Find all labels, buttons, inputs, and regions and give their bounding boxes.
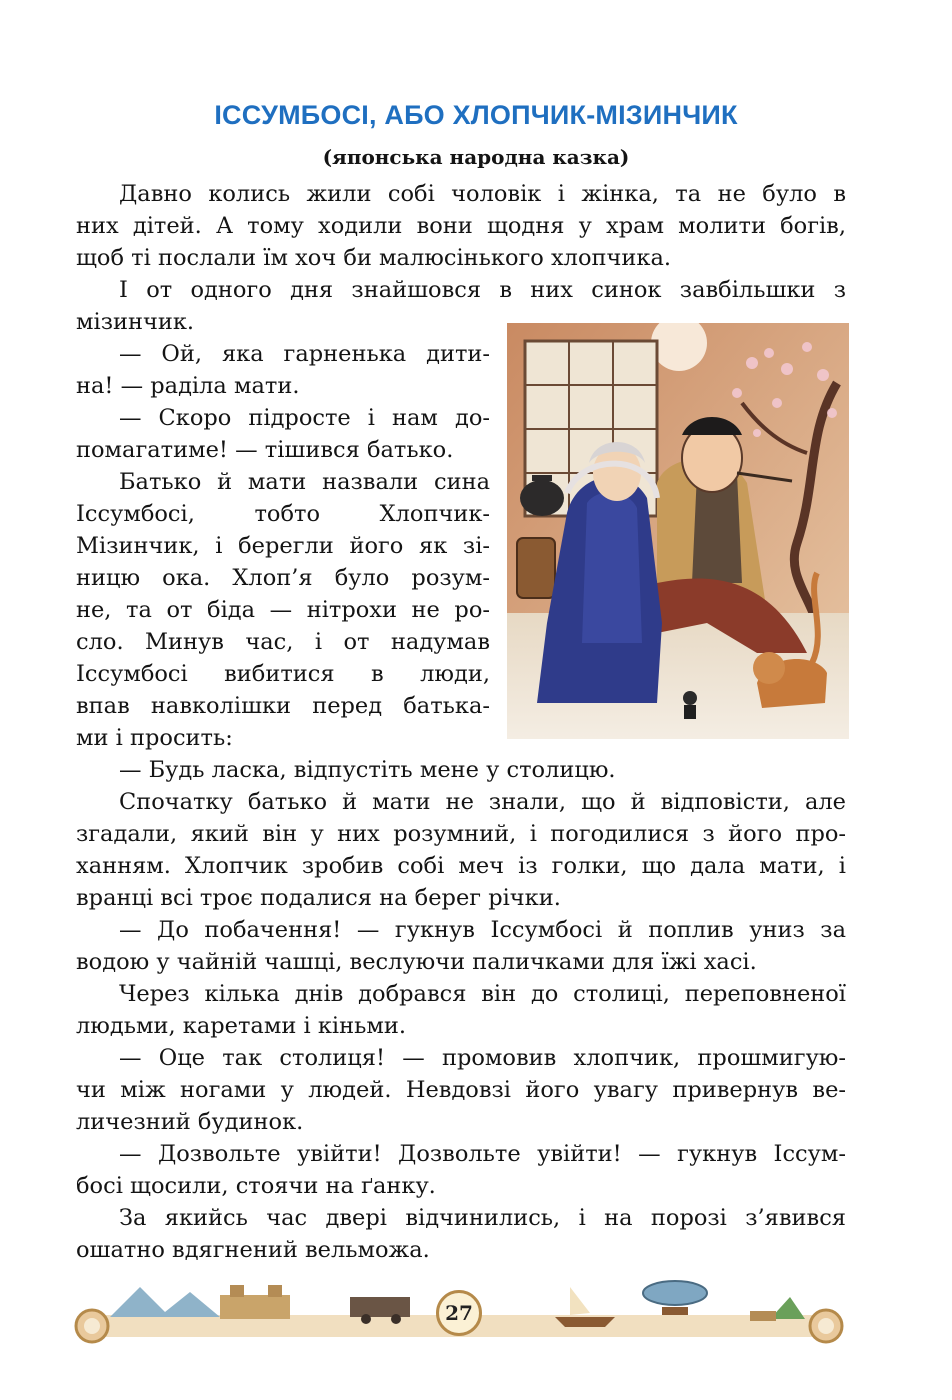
text-line: водою у чайній чашці, веслуючи паличками для їжі хасі. bbox=[76, 949, 757, 975]
story-subtitle: (японська народна казка) bbox=[322, 145, 630, 169]
text-line: них дітей. А тому ходили вони щодня у храм молити богів, bbox=[76, 213, 846, 239]
text-line: — Ой, яка гарненька дити- bbox=[119, 341, 490, 367]
text-line: ханням. Хлопчик зробив собі меч із голки, що дала мати, і bbox=[76, 853, 846, 879]
page-number: 27 bbox=[436, 1290, 482, 1336]
text-line: ми і просить: bbox=[76, 725, 233, 751]
japanese-family-illustration bbox=[507, 323, 849, 739]
text-line: чи між ногами у людей. Невдовзі його увагу привернув ве- bbox=[76, 1077, 846, 1103]
text-line: Батько й мати назвали сина bbox=[119, 469, 490, 495]
text-line: людьми, каретами і кіньми. bbox=[76, 1013, 406, 1039]
text-line: — До побачення! — гукнув Іссумбосі й поплив униз за bbox=[119, 917, 846, 943]
text-line: Іссумбосі вибитися в люди, bbox=[76, 661, 490, 687]
text-line: личезний будинок. bbox=[76, 1109, 304, 1135]
story-title: ІССУМБОСІ, АБО ХЛОПЧИК-МІЗИНЧИК bbox=[214, 100, 738, 130]
illustration-icon bbox=[507, 323, 849, 739]
text-line: — Скоро підросте і нам до- bbox=[119, 405, 490, 431]
text-line: не, та от біда — нітрохи не ро- bbox=[76, 597, 490, 623]
text-line: помагатиме! — тішився батько. bbox=[76, 437, 454, 463]
text-line: сло. Минув час, і от надумав bbox=[76, 629, 490, 655]
text-line: мізинчик. bbox=[76, 309, 195, 335]
text-line: ошатно вдягнений вельможа. bbox=[76, 1237, 430, 1263]
text-block-2 bbox=[76, 338, 490, 754]
text-line: вранці всі троє подалися на берег річки. bbox=[76, 885, 561, 911]
text-line: впав навколішки перед батька- bbox=[76, 693, 490, 719]
text-line: Через кілька днів добрався він до столиці, переповненої bbox=[119, 981, 846, 1007]
text-line: Спочатку батько й мати не знали, що й відповісти, але bbox=[119, 789, 846, 815]
text-line: — Будь ласка, відпустіть мене у столицю. bbox=[119, 757, 616, 783]
text-line: — Оце так столиця! — промовив хлопчик, прошмигую- bbox=[119, 1045, 846, 1071]
text-line: щоб ті послали їм хоч би малюсінького хлопчика. bbox=[76, 245, 672, 271]
text-block-1 bbox=[76, 178, 846, 338]
text-line: За якийсь час двері відчинились, і на порозі з’явився bbox=[119, 1205, 846, 1231]
text-line: згадали, який він у них розумний, і погодилися з його про- bbox=[76, 821, 846, 847]
text-line: ницю ока. Хлоп’я було розум- bbox=[76, 565, 490, 591]
text-line: Мізинчик, і берегли його як зі- bbox=[76, 533, 490, 559]
text-line: Іссумбосі, тобто Хлопчик- bbox=[76, 501, 490, 527]
text-line: І от одного дня знайшовся в них синок завбільшки з bbox=[119, 277, 846, 303]
text-block-3 bbox=[76, 754, 846, 1266]
text-line: Давно колись жили собі чоловік і жінка, та не було в bbox=[119, 181, 846, 207]
text-line: — Дозвольте увійти! Дозвольте увійти! — гукнув Іссум- bbox=[119, 1141, 846, 1167]
text-line: босі щосили, стоячи на ґанку. bbox=[76, 1173, 436, 1199]
text-line: на! — раділа мати. bbox=[76, 373, 300, 399]
